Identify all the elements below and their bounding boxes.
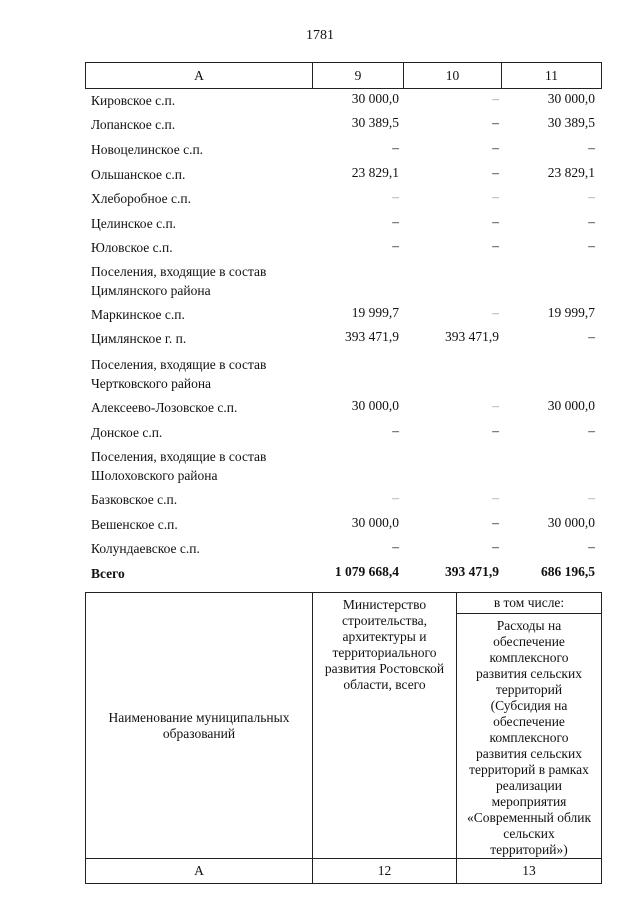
row-value-10: – bbox=[492, 423, 499, 438]
table-row-group-heading bbox=[85, 444, 601, 487]
footer-col-12: 12 bbox=[313, 859, 457, 884]
row-name: Базковское с.п. bbox=[91, 492, 178, 507]
row-value-9: 30 000,0 bbox=[351, 91, 399, 106]
table-row bbox=[85, 211, 601, 235]
row-value-11: – bbox=[588, 140, 595, 155]
row-value-9: 393 471,9 bbox=[345, 329, 399, 344]
header-rural-development-expenses: Расходы на обеспечение комплексного развития сельских территорий (Субсидия на обеспечение комплексного развития сельских территорий в рамках реализации мероприятия «Современный облик сельских территорий») bbox=[457, 614, 602, 859]
table-row-group-heading bbox=[85, 352, 601, 395]
footer-col-a: А bbox=[86, 859, 313, 884]
row-value-11: – bbox=[588, 490, 595, 505]
total-value-11: 686 196,5 bbox=[541, 564, 595, 579]
row-value-9: 19 999,7 bbox=[351, 305, 399, 320]
row-value-10: 393 471,9 bbox=[445, 329, 499, 344]
row-value-11: 30 000,0 bbox=[547, 398, 595, 413]
row-name: Поселения, входящие в состав Чертковского района bbox=[91, 357, 267, 391]
row-name: Цимлянское г. п. bbox=[91, 331, 187, 346]
footer-col-13: 13 bbox=[457, 859, 602, 884]
table-row bbox=[85, 112, 601, 137]
row-value-11: – bbox=[588, 423, 595, 438]
row-value-9: 23 829,1 bbox=[351, 165, 399, 180]
row-name: Целинское с.п. bbox=[91, 216, 177, 231]
row-name: Новоцелинское с.п. bbox=[91, 142, 204, 157]
row-value-10: – bbox=[492, 91, 499, 106]
row-value-9: 30 389,5 bbox=[351, 115, 399, 130]
table-row bbox=[85, 235, 601, 259]
total-value-9: 1 079 668,4 bbox=[334, 564, 399, 579]
row-name: Ольшанское с.п. bbox=[91, 167, 186, 182]
row-value-11: – bbox=[588, 539, 595, 554]
row-value-10: – bbox=[492, 305, 499, 320]
row-value-11: – bbox=[588, 238, 595, 253]
row-value-10: – bbox=[492, 238, 499, 253]
row-value-9: – bbox=[392, 140, 399, 155]
row-value-10: – bbox=[492, 539, 499, 554]
total-row bbox=[85, 561, 601, 586]
total-label: Всего bbox=[91, 566, 125, 581]
header-col-9: 9 bbox=[313, 63, 404, 89]
row-value-9: – bbox=[392, 189, 399, 204]
row-value-10: – bbox=[492, 214, 499, 229]
header-including: в том числе: bbox=[457, 593, 602, 614]
total-value-10: 393 471,9 bbox=[445, 564, 499, 579]
table-row bbox=[85, 395, 601, 420]
row-value-11: – bbox=[588, 214, 595, 229]
row-name: Донское с.п. bbox=[91, 425, 163, 440]
row-name: Кировское с.п. bbox=[91, 93, 176, 108]
row-value-10: – bbox=[492, 515, 499, 530]
row-value-10: – bbox=[492, 189, 499, 204]
row-name: Юловское с.п. bbox=[91, 240, 173, 255]
row-value-10: – bbox=[492, 490, 499, 505]
row-value-9: – bbox=[392, 214, 399, 229]
row-name: Лопанское с.п. bbox=[91, 117, 176, 132]
row-value-9: 30 000,0 bbox=[351, 515, 399, 530]
table-row bbox=[85, 162, 601, 186]
table-row-group-heading bbox=[85, 259, 601, 302]
row-name: Алексеево-Лозовское с.п. bbox=[91, 400, 238, 415]
header-ministry-total: Министерство строительства, архитектуры и территориального развития Ростовской области, всего bbox=[313, 593, 457, 859]
row-value-11: 30 000,0 bbox=[547, 515, 595, 530]
row-value-10: – bbox=[492, 398, 499, 413]
header-municipality-name: Наименование муниципальных образований bbox=[86, 593, 313, 859]
row-value-11: – bbox=[588, 329, 595, 344]
row-name: Маркинское с.п. bbox=[91, 307, 185, 322]
table-row bbox=[85, 536, 601, 561]
table-row bbox=[85, 302, 601, 326]
row-value-11: 30 389,5 bbox=[547, 115, 595, 130]
row-value-10: – bbox=[492, 165, 499, 180]
row-value-9: – bbox=[392, 238, 399, 253]
row-value-9: – bbox=[392, 423, 399, 438]
row-name: Хлеборобное с.п. bbox=[91, 191, 191, 206]
page-number: 1781 bbox=[306, 28, 334, 43]
header-col-10: 10 bbox=[404, 63, 502, 89]
header-col-a: А bbox=[86, 63, 313, 89]
table-row bbox=[85, 487, 601, 512]
row-value-9: – bbox=[392, 539, 399, 554]
row-name: Поселения, входящие в состав Шолоховского района bbox=[91, 449, 267, 483]
row-name: Поселения, входящие в состав Цимлянского района bbox=[91, 264, 267, 298]
row-name: Вешенское с.п. bbox=[91, 517, 178, 532]
row-value-9: – bbox=[392, 490, 399, 505]
table-row bbox=[85, 88, 601, 112]
column-header-table bbox=[85, 62, 602, 89]
table-row bbox=[85, 137, 601, 162]
continuation-header-table bbox=[85, 592, 602, 884]
table-row bbox=[85, 326, 601, 352]
row-value-11: – bbox=[588, 189, 595, 204]
row-value-11: 30 000,0 bbox=[547, 91, 595, 106]
table-row bbox=[85, 186, 601, 211]
row-value-11: 23 829,1 bbox=[547, 165, 595, 180]
row-name: Колундаевское с.п. bbox=[91, 541, 200, 556]
table-row bbox=[85, 420, 601, 444]
row-value-9: 30 000,0 bbox=[351, 398, 399, 413]
header-col-11: 11 bbox=[502, 63, 602, 89]
table-row bbox=[85, 512, 601, 536]
row-value-10: – bbox=[492, 140, 499, 155]
data-rows bbox=[85, 88, 601, 586]
row-value-10: – bbox=[492, 115, 499, 130]
row-value-11: 19 999,7 bbox=[547, 305, 595, 320]
